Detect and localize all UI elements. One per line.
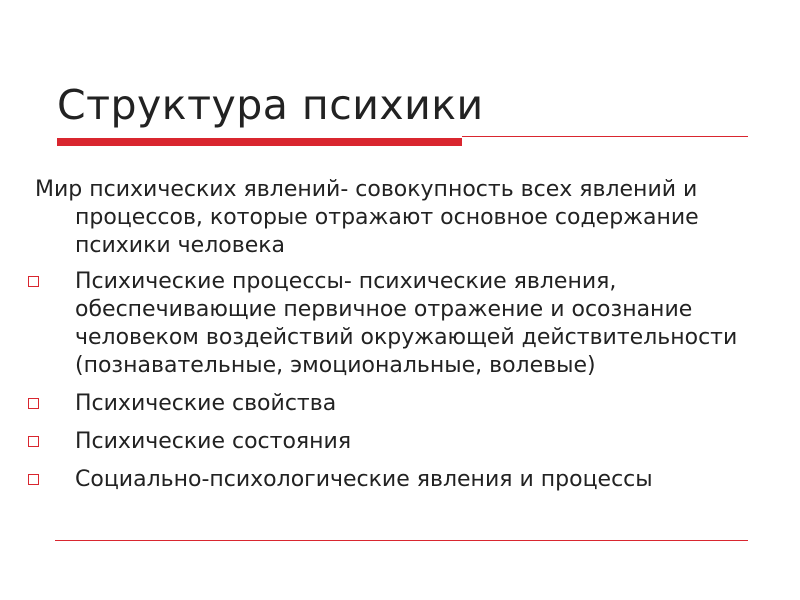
list-item-text: Социально-психологические явления и процессы	[75, 467, 653, 492]
slide-content	[28, 176, 768, 504]
bullet-list	[28, 268, 768, 494]
list-item	[28, 466, 768, 494]
hollow-square-icon	[28, 398, 39, 409]
bottom-rule	[55, 540, 748, 541]
title-underline-thick	[57, 138, 462, 146]
list-item-text: Психические процессы- психические явления, обеспечивающие первичное отражение и осознание человеком воздействий окружающей действительности (познавательные, эмоциональные, волевые)	[75, 269, 738, 378]
list-item	[28, 390, 768, 418]
list-item-text: Психические состояния	[75, 429, 352, 454]
list-item	[28, 428, 768, 456]
intro-paragraph: Мир психических явлений- совокупность всех явлений и процессов, которые отражают основное содержание психики человека	[35, 177, 699, 258]
hollow-square-icon	[28, 474, 39, 485]
hollow-square-icon	[28, 436, 39, 447]
list-item	[28, 268, 768, 380]
title-underline-thin	[462, 136, 748, 137]
hollow-square-icon	[28, 276, 39, 287]
slide-title: Структура психики	[57, 81, 484, 129]
list-item-text: Психические свойства	[75, 391, 337, 416]
